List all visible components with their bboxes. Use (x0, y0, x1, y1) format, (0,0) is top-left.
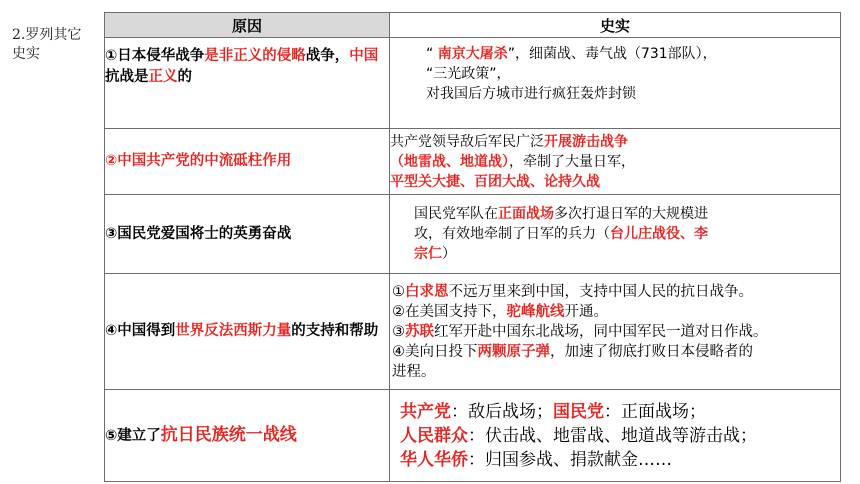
text-segment: 的 (177, 69, 192, 85)
text-segment: 红军开赴中国东北战场，同中国军民一道对日作战。 (434, 323, 768, 340)
table-row (105, 38, 841, 129)
fact-line (392, 322, 840, 342)
highlight-text: 抗日民族统一战线 (160, 424, 297, 445)
text-segment: ⑤建立了 (105, 427, 161, 444)
table-row (105, 129, 841, 195)
highlight-text: 是非正义的侵略 (204, 48, 306, 64)
cause-cell (105, 274, 390, 390)
fact-line (426, 84, 840, 104)
text-segment: ① (392, 283, 405, 300)
fact-line (392, 342, 840, 362)
table-row (105, 195, 841, 274)
text-segment: ①日本侵华战争 (105, 48, 205, 64)
text-segment: 共产党领导敌后军民广泛 (390, 133, 544, 150)
highlight-text: 正义 (148, 69, 178, 85)
highlight-text: （地雷战、地道战） (390, 153, 509, 170)
text-segment: ，加速了彻底打败日本侵略者的 (550, 343, 753, 360)
fact-line (392, 282, 840, 302)
highlight-text: 共产党 (400, 401, 451, 422)
highlight-text: 平型关大捷、百团大战、论持久战 (390, 173, 600, 190)
causes-facts-table (104, 12, 841, 482)
highlight-text: 华人华侨 (400, 449, 468, 470)
header-fact: 史实 (390, 13, 841, 38)
text-segment: ③ (392, 323, 405, 340)
fact-line (414, 224, 840, 244)
fact-line (390, 152, 840, 172)
highlight-text: ②中国共产党的中流砥柱作用 (105, 153, 292, 169)
fact-line (400, 424, 840, 448)
fact-line (392, 362, 840, 382)
highlight-text: 南京大屠杀 (437, 46, 508, 62)
highlight-text: 开展游击战争 (544, 133, 628, 150)
text-segment: 多次打退日军的大规模进 (554, 206, 708, 222)
text-segment: 的支持和帮助 (291, 323, 379, 339)
fact-line (400, 400, 840, 424)
text-segment: ，牵制了大量日军， (509, 153, 635, 170)
highlight-text: 世界反法西斯力量 (175, 323, 292, 339)
highlight-text: 宗仁 (414, 246, 442, 262)
highlight-text: 驼峰航线 (506, 303, 565, 320)
text-segment: 战争， (305, 48, 350, 64)
text-segment: 攻，有效地牵制了日军的兵力（ (414, 226, 610, 242)
fact-cell (390, 390, 841, 482)
fact-line (392, 302, 840, 322)
text-segment: ：归国参战、捐款献金…… (468, 449, 672, 470)
text-segment: ④中国得到 (105, 323, 176, 339)
text-segment: ） (442, 246, 456, 262)
cause-cell (105, 38, 390, 129)
text-segment: 国民党军队在 (414, 206, 498, 222)
cause-cell (105, 390, 390, 482)
text-segment: ②在美国支持下， (392, 303, 507, 320)
fact-cell (390, 129, 841, 195)
fact-line (414, 244, 840, 264)
highlight-text: 中国 (349, 48, 379, 64)
text-segment: 开通。 (564, 303, 608, 320)
cause-cell (105, 129, 390, 195)
fact-line (414, 204, 840, 224)
header-cause: 原因 (105, 13, 390, 38)
fact-line (426, 44, 840, 64)
text-segment: ”，细菌战、毒气战（731部队）， (507, 46, 717, 62)
text-segment: ④美向日投下 (392, 343, 478, 360)
fact-line (390, 132, 840, 152)
text-segment: 进程。 (392, 363, 436, 380)
side-label: 2.罗列其它史实 (12, 27, 82, 62)
text-segment: “三光政策”， (426, 66, 511, 82)
fact-cell (390, 274, 841, 390)
table-header-row (105, 13, 841, 38)
highlight-text: 正面战场 (498, 206, 554, 222)
highlight-text: 苏联 (405, 323, 434, 340)
highlight-text: 人民群众 (400, 425, 468, 446)
highlight-text: 两颗原子弹 (477, 343, 550, 360)
fact-cell (390, 38, 841, 129)
text-segment: “ (426, 46, 438, 62)
highlight-text: 国民党 (553, 401, 604, 422)
text-segment: ：伏击战、地雷战、地道战等游击战； (468, 425, 757, 446)
fact-line (400, 448, 840, 472)
text-segment: ：敌后战场； (451, 401, 553, 422)
highlight-text: 台儿庄战役、李 (610, 226, 708, 242)
cause-cell (105, 195, 390, 274)
text-segment: 对我国后方城市进行疯狂轰炸封锁 (426, 86, 636, 102)
text-segment: ③国民党爱国将士的英勇奋战 (105, 225, 292, 242)
text-segment: 不远万里来到中国，支持中国人民的抗日战争。 (448, 283, 753, 300)
fact-line (390, 172, 840, 192)
highlight-text: 白求恩 (405, 283, 449, 300)
text-segment: 抗战是 (105, 69, 149, 85)
table-row (105, 274, 841, 390)
table-row (105, 390, 841, 482)
fact-cell (390, 195, 841, 274)
fact-line (426, 64, 840, 84)
text-segment: ：正面战场； (604, 401, 706, 422)
